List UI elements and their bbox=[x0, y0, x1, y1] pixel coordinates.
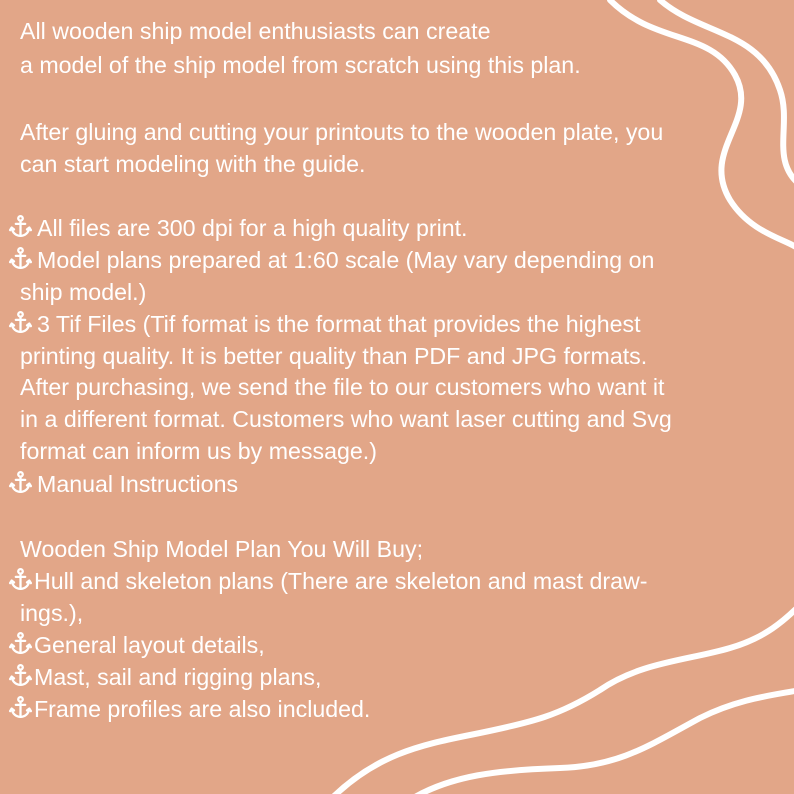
wave-bottom-inner bbox=[410, 690, 794, 794]
anchor-icon bbox=[8, 695, 33, 720]
feature-item bbox=[8, 309, 641, 340]
anchor-icon bbox=[8, 470, 33, 495]
anchor-icon bbox=[8, 310, 33, 335]
wave-bottom-outer bbox=[330, 605, 794, 794]
buy-text: Mast, sail and rigging plans, bbox=[34, 664, 322, 690]
anchor-icon bbox=[8, 214, 33, 239]
anchor-icon bbox=[8, 246, 33, 271]
buy-item bbox=[8, 566, 648, 597]
feature-text: Model plans prepared at 1:60 scale (May vary depending on bbox=[37, 247, 655, 273]
feature-text-continued: printing quality. It is better quality than PDF and JPG formats. bbox=[20, 343, 648, 369]
anchor-icon bbox=[8, 663, 33, 688]
feature-text: Manual Instructions bbox=[37, 471, 239, 497]
buy-item bbox=[8, 630, 265, 661]
buy-text: General layout details, bbox=[34, 632, 265, 658]
anchor-icon bbox=[8, 631, 33, 656]
feature-item bbox=[8, 245, 654, 276]
buy-item bbox=[8, 694, 370, 725]
intro-line-4: can start modeling with the guide. bbox=[20, 151, 366, 177]
feature-item bbox=[8, 469, 238, 500]
buy-text: Hull and skeleton plans (There are skeleton and mast draw- bbox=[34, 568, 648, 594]
wave-top-inner bbox=[660, 0, 794, 185]
feature-text-continued: After purchasing, we send the file to our customers who want it bbox=[20, 374, 665, 400]
feature-text-continued: format can inform us by message.) bbox=[20, 438, 377, 464]
feature-text-continued: ship model.) bbox=[20, 279, 147, 305]
intro-line-1: All wooden ship model enthusiasts can create bbox=[20, 18, 491, 44]
feature-text: All files are 300 dpi for a high quality print. bbox=[37, 215, 468, 241]
intro-line-3: After gluing and cutting your printouts to the wooden plate, you bbox=[20, 119, 664, 145]
buy-item bbox=[8, 662, 321, 693]
buy-heading: Wooden Ship Model Plan You Will Buy; bbox=[20, 536, 424, 562]
feature-text-continued: in a different format. Customers who want laser cutting and Svg bbox=[20, 406, 672, 432]
intro-line-2: a model of the ship model from scratch using this plan. bbox=[20, 52, 581, 78]
feature-text: 3 Tif Files (Tif format is the format that provides the highest bbox=[37, 311, 641, 337]
buy-text: Frame profiles are also included. bbox=[34, 696, 371, 722]
feature-item bbox=[8, 213, 468, 244]
anchor-icon bbox=[8, 567, 33, 592]
buy-text-continued: ings.), bbox=[20, 600, 84, 626]
